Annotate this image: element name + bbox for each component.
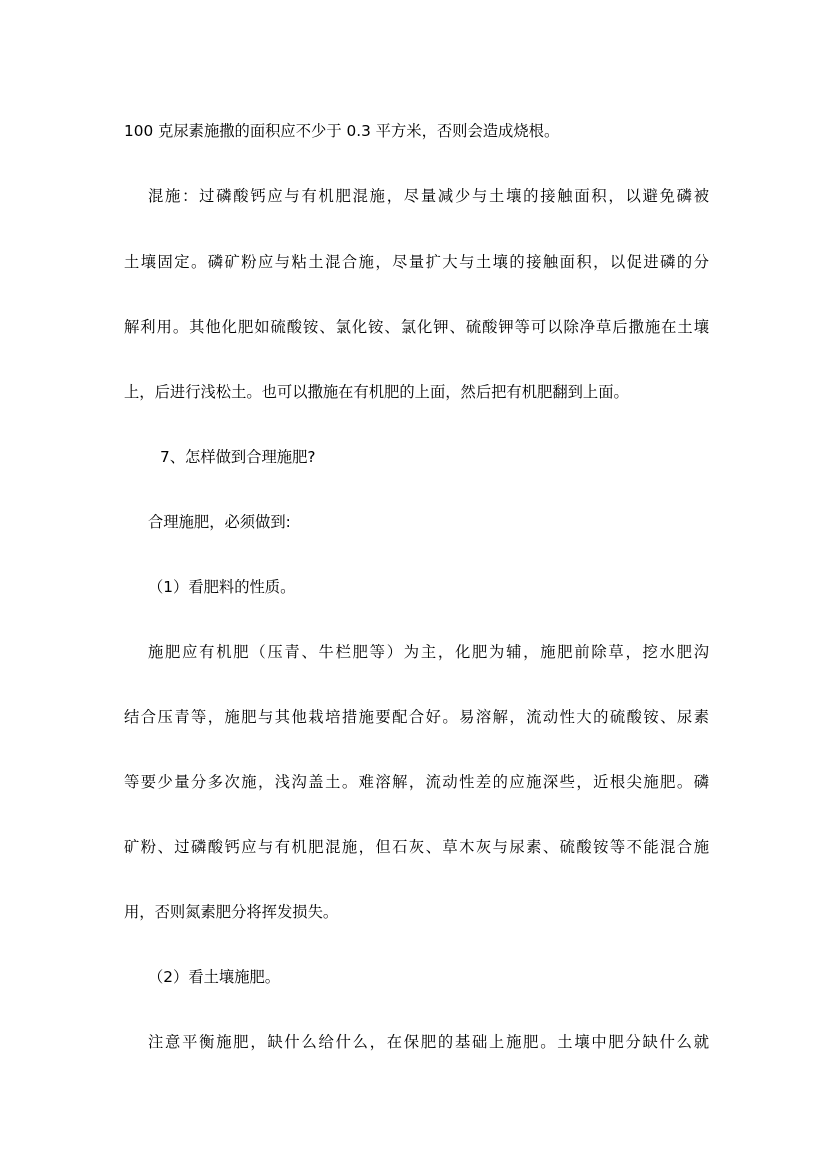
paragraph-line: 矿粉、过磷酸钙应与有机肥混施，但石灰、草木灰与尿素、硫酸铵等不能混合施 <box>124 838 709 856</box>
paragraph-line: 合理施肥，必须做到: <box>148 513 291 531</box>
paragraph-line: 用，否则氮素肥分将挥发损失。 <box>124 903 339 921</box>
paragraph-line: 注意平衡施肥，缺什么给什么，在保肥的基础上施肥。土壤中肥分缺什么就 <box>148 1033 709 1051</box>
paragraph-line: 结合压青等，施肥与其他栽培措施要配合好。易溶解，流动性大的硫酸铵、尿素 <box>124 708 709 726</box>
subsection-heading: （1）看肥料的性质。 <box>148 578 296 596</box>
paragraph-line: 解利用。其他化肥如硫酸铵、氯化铵、氯化钾、硫酸钾等可以除净草后撒施在土壤 <box>124 318 709 336</box>
paragraph-line: 土壤固定。磷矿粉应与粘土混合施，尽量扩大与土壤的接触面积，以促进磷的分 <box>124 253 709 271</box>
paragraph-line: 100 克尿素施撒的面积应不少于 0.3 平方米，否则会造成烧根。 <box>124 122 560 140</box>
subsection-heading: （2）看土壤施肥。 <box>148 968 281 986</box>
paragraph-line: 施肥应有机肥（压青、牛栏肥等）为主，化肥为辅，施肥前除草，挖水肥沟 <box>148 643 709 661</box>
paragraph-line: 混施：过磷酸钙应与有机肥混施，尽量减少与土壤的接触面积，以避免磷被 <box>148 187 709 205</box>
paragraph-line: 上，后进行浅松土。也可以撒施在有机肥的上面，然后把有机肥翻到上面。 <box>124 383 629 401</box>
paragraph-line: 等要少量分多次施，浅沟盖土。难溶解，流动性差的应施深些，近根尖施肥。磷 <box>124 773 709 791</box>
section-heading: 7、怎样做到合理施肥? <box>160 448 316 466</box>
